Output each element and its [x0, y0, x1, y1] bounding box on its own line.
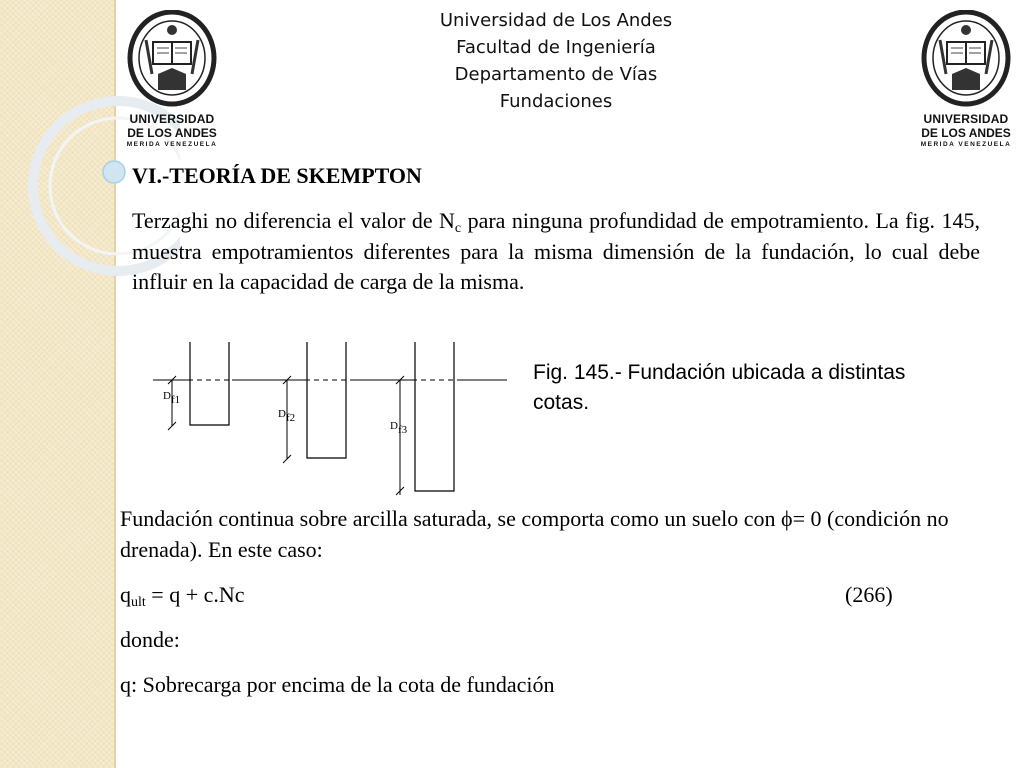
foundation-depth-figure	[150, 340, 520, 505]
intro-paragraph	[132, 206, 980, 298]
header-course: Fundaciones	[499, 91, 613, 112]
footing-1	[190, 342, 229, 425]
equation-lhs: q	[120, 582, 131, 607]
footing-2	[307, 342, 346, 458]
equation-rhs: = q + c.Nc	[145, 582, 245, 607]
logo-name-line1: UNIVERSIDAD	[923, 112, 1009, 126]
intro-text-start: Terzaghi no diferencia el valor de N	[132, 208, 455, 233]
depth-label-df3: Df3	[390, 420, 408, 436]
logo-name-line3: MERIDA VENEZUELA	[126, 141, 218, 148]
logo-name-line2: DE LOS ANDES	[921, 126, 1011, 140]
logo-name-line2: DE LOS ANDES	[127, 126, 217, 140]
intro-text-end: para ninguna profundidad de empotramiento. La fig. 145, muestra empotramientos diferentes para la misma dimensión de la fundación, lo cual debe influir en la capacidad de carga de la misma.	[132, 208, 980, 294]
figure-caption: Fig. 145.- Fundación ubicada a distintas cotas.	[533, 361, 906, 414]
university-seal-icon	[918, 10, 1014, 110]
q-definition: q: Sobrecarga por encima de la cota de fundación	[120, 672, 555, 697]
page-header	[400, 7, 712, 115]
equation-number: (266)	[845, 582, 893, 607]
footing-3	[415, 342, 454, 491]
continuous-foundation-paragraph: Fundación continua sobre arcilla saturada, se comporta como un suelo con ϕ= 0 (condición no drenada). En este caso:	[120, 506, 949, 562]
section-title: VI.-TEORÍA DE SKEMPTON	[132, 163, 422, 188]
header-faculty: Facultad de Ingeniería	[456, 37, 656, 58]
equation-lhs-subscript: ult	[131, 595, 146, 610]
header-department: Departamento de Vías	[454, 64, 658, 85]
university-logo-left	[124, 10, 220, 150]
donde-label: donde:	[120, 627, 180, 652]
depth-label-df1: Df1	[163, 390, 181, 406]
intro-subscript: c	[454, 221, 462, 236]
logo-name-line1: UNIVERSIDAD	[129, 112, 215, 126]
header-university: Universidad de Los Andes	[439, 10, 673, 31]
logo-name-line3: MERIDA VENEZUELA	[920, 141, 1012, 148]
decor-bubble	[103, 161, 125, 183]
university-seal-icon	[124, 10, 220, 110]
university-logo-right	[918, 10, 1014, 150]
depth-label-df2: Df2	[278, 408, 296, 424]
